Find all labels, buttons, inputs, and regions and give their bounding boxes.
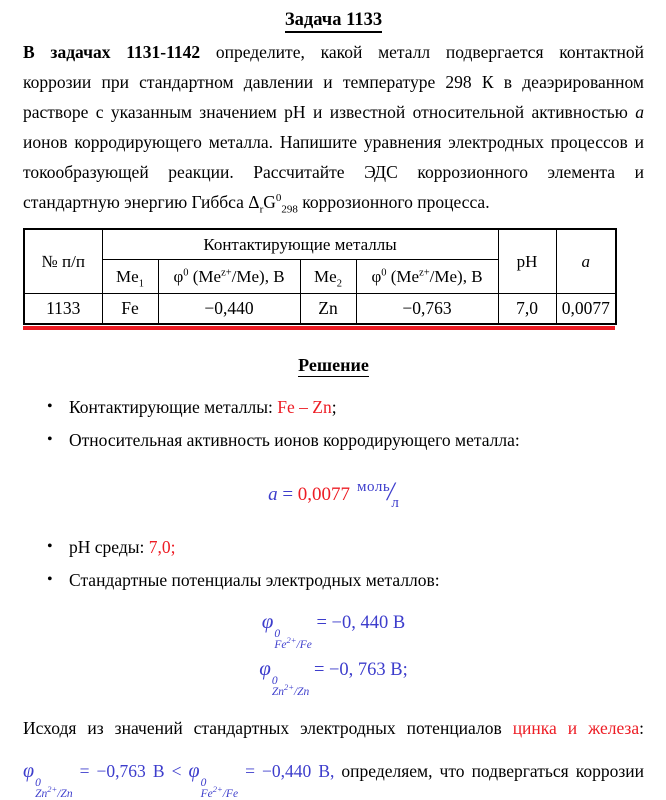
page-title-text: Задача 1133 (285, 10, 382, 33)
phi2-open: (Me (386, 266, 420, 286)
gibbs-g: G (263, 192, 276, 212)
bullet1-tail: ; (331, 397, 337, 417)
phi1-open: (Me (188, 266, 222, 286)
cell-me1-value: Fe (102, 294, 158, 325)
bullet-relative-activity (23, 426, 644, 454)
problem-line-5: токообразующей реакции. Рассчитайте ЭДС коррозионного элемента и (23, 162, 644, 182)
compare-fe-value: = −0,440 В, (238, 761, 342, 781)
bullet-icon: • (47, 571, 53, 588)
solution-bullets-2 (23, 533, 644, 594)
problem-line-6-text: стандартную энергию Гиббса (23, 192, 249, 212)
bullet-icon: • (47, 431, 53, 448)
me2-sub: 2 (336, 277, 342, 289)
compare-fe-sub (200, 784, 239, 800)
problem-line-4: ионов корродирующего металла. Напишите уравнения электродных процессов и (23, 132, 644, 152)
cell-phi1-value: −0,440 (158, 294, 300, 325)
compare-fe-metal: Fe (200, 788, 213, 800)
bullet1-label: Контактирующие металлы: (69, 397, 278, 417)
activity-var: a (268, 484, 278, 505)
compare-fe-rest: /Fe (222, 788, 239, 800)
phi2-zsup: z+ (419, 266, 430, 278)
solution-bullets (23, 393, 644, 454)
compare-zn-rest: /Zn (57, 788, 73, 800)
bullet1-metals: Fe – Zn (277, 397, 332, 417)
bullet3-value: 7,0; (148, 537, 176, 557)
phi-zn-sub (271, 682, 310, 698)
gibbs-delta: Δ (248, 192, 260, 212)
table-header-ph: pH (498, 229, 556, 294)
phi-fe-sup: 0 (274, 628, 281, 640)
problem-line-1-rest: определите, какой металл подвергается контактной (200, 42, 644, 62)
phi-fe-supsub (274, 629, 311, 651)
problem-line-1 (23, 37, 644, 67)
bullet3-label: pH среды: (69, 537, 149, 557)
table-header-contact-metals: Контактирующие металлы (102, 229, 498, 260)
table-header-me1 (102, 260, 158, 294)
bullet-standard-potentials (23, 566, 644, 594)
conclusion-intro (23, 713, 644, 743)
activity-variable: a (635, 102, 644, 122)
phi-formulas (23, 604, 644, 698)
phi1-close: /Me), В (231, 266, 285, 286)
phi-fe-charge: 2+ (286, 635, 297, 646)
table-row (24, 294, 616, 325)
phi-symbol: φ (23, 760, 35, 782)
phi-fe-rest: /Fe (296, 639, 312, 651)
phi-symbol: φ (188, 760, 200, 782)
problem-statement (23, 37, 644, 217)
bullet-icon: • (47, 538, 53, 555)
cell-phi2-value: −0,763 (356, 294, 498, 325)
phi2-close: /Me), В (429, 266, 483, 286)
solution-heading-text: Решение (298, 355, 369, 375)
cell-me2-value: Zn (300, 294, 356, 325)
me2-base: Me (314, 266, 337, 286)
unit-denominator: л (391, 495, 399, 511)
phi-zn-supsub (272, 676, 310, 698)
bullet-ph (23, 533, 644, 561)
bullet-ph-text (69, 533, 175, 561)
phi-fe-formula (23, 604, 644, 651)
activity-formula (23, 467, 644, 523)
comparison-formula (23, 760, 342, 800)
compare-fe-supsub (201, 778, 238, 800)
conclusion-colon: : (639, 718, 644, 738)
comparison-conclusion-text: определяем, что подвергаться коррозии (341, 761, 645, 781)
phi2-symbol: φ (371, 266, 382, 286)
activity-unit-fraction (357, 467, 399, 523)
phi-zn-rest: /Zn (293, 686, 310, 698)
me1-sub: 1 (138, 277, 144, 289)
solution-heading (23, 355, 644, 376)
phi-symbol: φ (259, 656, 271, 680)
compare-zn-charge: 2+ (47, 784, 58, 795)
cell-problem-number: 1133 (24, 294, 102, 325)
problem-line-2: коррозии при стандартном давлении и температуре 298 К в деаэрированном (23, 72, 644, 92)
phi-zn-value: = −0, 763 В; (309, 660, 408, 680)
table-header-me2 (300, 260, 356, 294)
problem-line-3 (23, 97, 644, 127)
bullet-contact-metals-text (69, 393, 337, 421)
cell-activity-value: 0,0077 (556, 294, 616, 325)
bullet-icon: • (47, 398, 53, 415)
compare-zn-supsub (35, 778, 73, 800)
compare-zn-sub (35, 784, 73, 800)
activity-equals: = (277, 484, 298, 505)
problem-line-6 (23, 187, 644, 217)
problem-line-6-tail: коррозионного процесса. (297, 192, 490, 212)
bullet2-label: Относительная активность ионов корродирующего металла: (69, 430, 520, 450)
phi-fe-sub (274, 635, 312, 651)
compare-zn-metal: Zn (35, 788, 48, 800)
phi1-symbol: φ (173, 266, 184, 286)
conclusion-text: Исходя из значений стандартных электродных потенциалов (23, 718, 513, 738)
compare-fe-charge: 2+ (212, 784, 223, 795)
phi2-sup: 0 (381, 266, 387, 278)
unit-slash: / (387, 477, 395, 506)
compare-zn-sup: 0 (35, 777, 41, 789)
problem-data-table (23, 228, 617, 325)
compare-zn-value: = −0,763 В < (72, 761, 189, 781)
potentials-comparison (23, 756, 644, 800)
problem-line-3-text: растворе с указанным значением pH и известной относительной активностью (23, 102, 636, 122)
phi-zn-charge: 2+ (283, 682, 294, 693)
compare-fe-sup: 0 (200, 777, 207, 789)
cell-ph-value: 7,0 (498, 294, 556, 325)
gibbs-sub-298: 298 (281, 203, 298, 216)
unit-numerator: моль (357, 479, 391, 495)
table-header-phi2 (356, 260, 498, 294)
me1-base: Me (116, 266, 139, 286)
table-header-num: № п/п (24, 229, 102, 294)
gibbs-energy-symbol (248, 192, 298, 216)
phi-zn-metal: Zn (271, 686, 284, 698)
phi-fe-metal: Fe (274, 639, 287, 651)
phi1-zsup: z+ (221, 266, 232, 278)
phi1-sup: 0 (183, 266, 189, 278)
table-header-phi1 (158, 260, 300, 294)
problem-range-bold: В задачах 1131-1142 (23, 42, 201, 62)
phi-zn-sup: 0 (271, 675, 278, 687)
gibbs-sup-0: 0 (275, 192, 282, 205)
phi-zn-formula (23, 651, 644, 698)
bullet-contact-metals (23, 393, 644, 421)
bullet4-label: Стандартные потенциалы электродных металлов: (69, 570, 440, 590)
phi-symbol: φ (261, 609, 274, 633)
gibbs-sub-r: r (259, 203, 264, 216)
activity-value: 0,0077 (297, 484, 351, 505)
table-header-activity: a (556, 229, 616, 294)
conclusion-metals-red: цинка и железа (512, 718, 640, 738)
page-title (23, 10, 644, 31)
phi-fe-value: = −0, 440 В (311, 613, 406, 633)
red-underline-rule (23, 326, 615, 330)
